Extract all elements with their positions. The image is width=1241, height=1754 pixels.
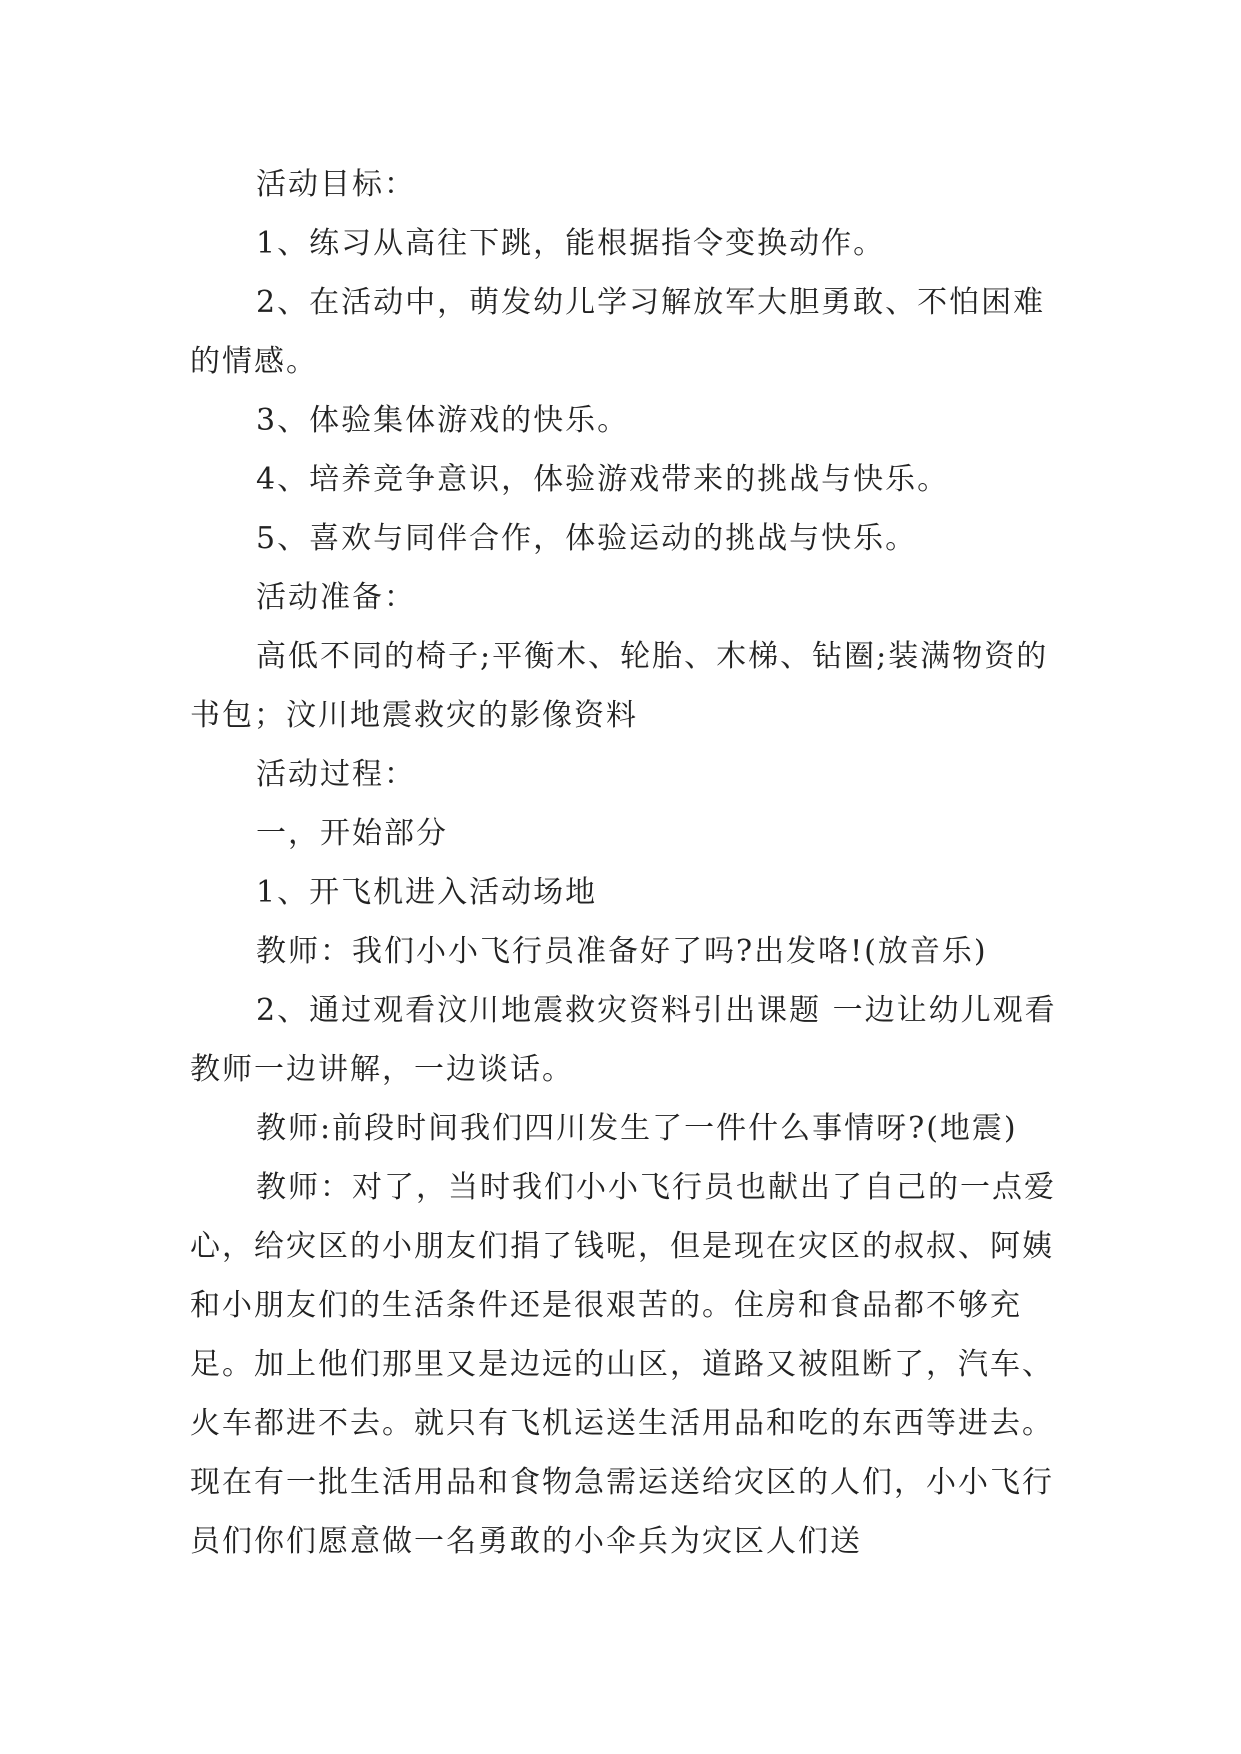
goal-item-3: 3、体验集体游戏的快乐。 [256, 403, 630, 438]
process-step-2: 2、通过观看汶川地震救灾资料引出课题 一边让幼儿观看教师一边讲解，一边谈话。 [190, 993, 1057, 1087]
preparation-materials: 高低不同的椅子;平衡木、轮胎、木梯、钻圈;装满物资的书包；汶川地震救灾的影像资料 [190, 639, 1049, 733]
heading-activity-process: 活动过程： [256, 757, 416, 792]
heading-activity-preparation: 活动准备： [256, 580, 416, 615]
goal-item-5: 5、喜欢与同伴合作，体验运动的挑战与快乐。 [256, 521, 918, 556]
teacher-line-3: 教师：对了，当时我们小小飞行员也献出了自己的一点爱心，给灾区的小朋友们捐了钱呢，但是现在灾区的叔叔、阿姨和小朋友们的生活条件还是很艰苦的。住房和食品都不够充足。加上他们那里又是边远的山区，道路又被阻断了，汽车、火车都进不去。就只有飞机运送生活用品和吃的东西等进去。现在有一批生活用品和食物急需运送给灾区的人们，小小飞行员们你们愿意做一名勇敢的小伞兵为灾区人们送 [190, 1170, 1056, 1559]
heading-activity-goals: 活动目标： [256, 167, 416, 202]
teacher-line-1: 教师：我们小小飞行员准备好了吗?出发咯!(放音乐) [256, 934, 988, 969]
document-body [190, 155, 1060, 1571]
section-start: 一，开始部分 [256, 816, 448, 851]
teacher-line-2: 教师:前段时间我们四川发生了一件什么事情呀?(地震) [256, 1111, 1018, 1146]
process-step-1: 1、开飞机进入活动场地 [256, 875, 598, 910]
goal-item-2: 2、在活动中，萌发幼儿学习解放军大胆勇敢、不怕困难的情感。 [190, 285, 1046, 379]
goal-item-1: 1、练习从高往下跳，能根据指令变换动作。 [256, 226, 886, 261]
goal-item-4: 4、培养竞争意识，体验游戏带来的挑战与快乐。 [256, 462, 950, 497]
